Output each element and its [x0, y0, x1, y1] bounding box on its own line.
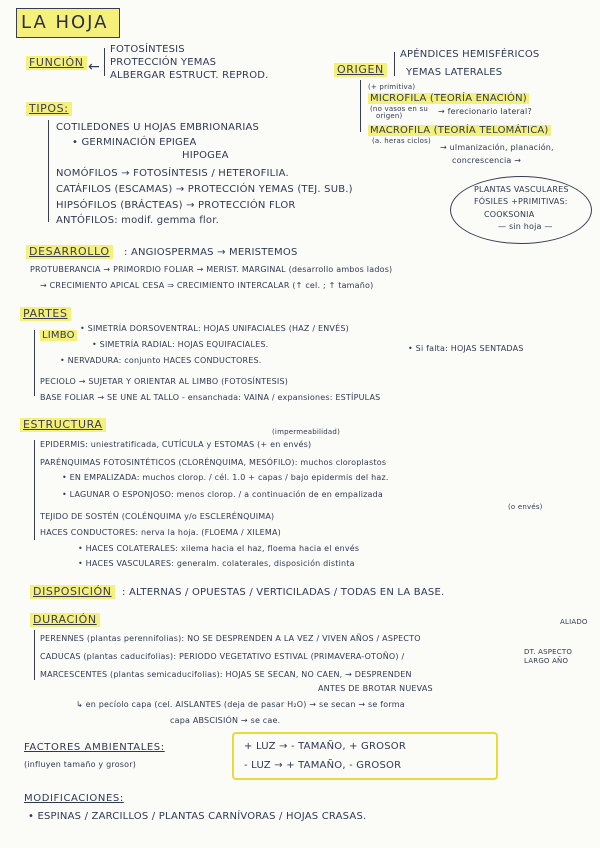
limbo [40, 330, 77, 342]
title-box [16, 8, 120, 38]
abscision: ↳ en pecíolo capa (cel. AISLANTES (deja de pasar H₂O) → se secan → se forma [76, 700, 405, 709]
arrow-icon: ← [88, 59, 100, 75]
micro-right: → ferecionario lateral? [438, 107, 532, 116]
microfila [368, 93, 529, 105]
funcion-item: PROTECCIÓN YEMAS [110, 57, 217, 68]
heading-partes: PARTES [20, 307, 71, 321]
heading-desarrollo: DESARROLLO [26, 245, 113, 259]
caducas: CADUCAS (plantas caducifolias): PERIODO VEGETATIVO ESTIVAL (PRIMAVERA-OTOÑO) / [40, 652, 405, 661]
limbo-right: • Si falta: HOJAS SENTADAS [408, 344, 524, 353]
tipos-cotiledones: COTILEDONES U HOJAS EMBRIONARIAS [56, 122, 260, 133]
funcion-item: FOTOSÍNTESIS [110, 44, 185, 55]
micro-sub: (no vasos en su [370, 105, 428, 113]
empalizada: • EN EMPALIZADA: muchos clorop. / cél. 1.0 + capas / bajo epidermis del haz. [62, 473, 389, 482]
macro-right: → ulmanización, planación, [440, 143, 554, 152]
caducas-note: DT. ASPECTO [524, 648, 573, 656]
macrofila-text: MACROFILA (TEORÍA TELOMÁTICA) [370, 125, 549, 136]
factores-line: + LUZ → - TAMAÑO, + GROSOR [244, 741, 406, 752]
brace-estructura [34, 440, 35, 540]
sosten: TEJIDO DE SOSTÉN (COLÉNQUIMA y/o ESCLERÉNQUIMA) [40, 512, 275, 521]
page-title: LA HOJA [21, 12, 109, 33]
desarrollo-rest: : ANGIOSPERMAS → MERISTEMOS [124, 247, 298, 258]
peciolo: PECIOLO → SUJETAR Y ORIENTAR AL LIMBO (FOTOSÍNTESIS) [40, 377, 289, 386]
marcescentes: MARCESCENTES (plantas semicaducifolias): HOJAS SE SECAN, NO CAEN, → DESPRENDEN [40, 670, 412, 679]
heading-duracion: DURACIÓN [30, 613, 100, 627]
limbo-line: • SIMETRÍA RADIAL: HOJAS EQUIFACIALES. [92, 340, 269, 349]
brace-partes [34, 330, 35, 396]
impermeabilidad: (impermeabilidad) [272, 428, 340, 436]
origen-item: YEMAS LATERALES [406, 67, 503, 78]
perennes: PERENNES (plantas perennifolias): NO SE DESPRENDEN A LA VEZ / VIVEN AÑOS / ASPECTO [40, 634, 421, 643]
heading-origen: ORIGEN [334, 63, 387, 77]
base-foliar: BASE FOLIAR → SE UNE AL TALLO - ensanchada: VAINA / expansiones: ESTÍPULAS [40, 393, 381, 402]
tipos-catafilos: CATÁFILOS (ESCAMAS) → PROTECCIÓN YEMAS (TEJ. SUB.) [56, 184, 353, 195]
brace-funcion [104, 48, 105, 76]
micro-note: (+ primitiva) [368, 83, 416, 91]
micro-sub: origen) [376, 112, 403, 120]
origen-item: APÉNDICES HEMISFÉRICOS [400, 49, 540, 60]
perennes-note: ALIADO [560, 618, 588, 626]
tipos-germ: HIPOGEA [182, 150, 229, 161]
parenquimas: PARÉNQUIMAS FOTOSINTÉTICOS (CLORÉNQUIMA, MESÓFILO): muchos cloroplastos [40, 458, 387, 467]
heading-disposicion: DISPOSICIÓN [30, 585, 115, 599]
limbo-line: • NERVADURA: conjunto HACES CONDUCTORES. [60, 356, 262, 365]
heading-modificaciones: MODIFICACIONES: [24, 793, 124, 804]
haces: HACES CONDUCTORES: nerva la hoja. (FLOEMA / XILEMA) [40, 528, 281, 537]
vasculares: • HACES VASCULARES: generalm. colaterales, disposición distinta [78, 559, 355, 568]
factores-box [232, 732, 498, 780]
microfila-text: MICROFILA (TEORÍA ENACIÓN) [370, 93, 527, 104]
oval-line: COOKSONIA [484, 210, 535, 219]
brace-origen [394, 52, 395, 76]
factores-line: - LUZ → + TAMAÑO, - GROSOR [244, 760, 402, 771]
limbo-text: LIMBO [42, 330, 75, 341]
heading-funcion: FUNCIÓN [26, 56, 87, 70]
brace-origen-types [360, 80, 361, 132]
heading-tipos: TIPOS: [26, 102, 72, 116]
tipos-germ: • GERMINACIÓN EPIGEA [72, 137, 197, 148]
lagunar: • LAGUNAR O ESPONJOSO: menos clorop. / a continuación de en empalizada [62, 490, 384, 499]
colaterales: • HACES COLATERALES: xilema hacia el haz, floema hacia el envés [78, 544, 360, 553]
oval-line: PLANTAS VASCULARES [474, 185, 569, 194]
macro-right: concrescencia → [452, 156, 522, 165]
abscision: capa ABSCISIÓN → se cae. [170, 716, 281, 725]
modificaciones-text: • ESPINAS / ZARCILLOS / PLANTAS CARNÍVORAS / HOJAS CRASAS. [28, 811, 367, 822]
brace-tipos [48, 120, 49, 222]
heading-factores: FACTORES AMBIENTALES: [24, 742, 165, 753]
tipos-antofilos: ANTÓFILOS: modif. gemma flor. [56, 215, 219, 226]
epidermis: EPIDERMIS: uniestratificada, CUTÍCULA y ESTOMAS (+ en envés) [40, 440, 312, 449]
macrofila [368, 125, 551, 137]
lagunar-note: (o envés) [508, 503, 543, 511]
tipos-nomofilos: NOMÓFILOS → FOTOSÍNTESIS / HETEROFILIA. [56, 168, 289, 179]
brace-duracion [34, 630, 35, 680]
funcion-item: ALBERGAR ESTRUCT. REPROD. [110, 70, 269, 81]
caducas-note: LARGO AÑO [524, 657, 569, 665]
factores-sub: (influyen tamaño y grosor) [24, 760, 137, 769]
heading-estructura: ESTRUCTURA [20, 418, 106, 432]
disposicion-text: : ALTERNAS / OPUESTAS / VERTICILADAS / TODAS EN LA BASE. [122, 587, 445, 598]
limbo-line: • SIMETRÍA DORSOVENTRAL: HOJAS UNIFACIALES (HAZ / ENVÉS) [80, 324, 349, 333]
macro-sub: (a. heras ciclos) [372, 137, 431, 145]
oval-line: FÓSILES +PRIMITIVAS: [474, 197, 568, 206]
oval-line: — sin hoja — [498, 222, 553, 231]
desarrollo-line: → CRECIMIENTO APICAL CESA ⇒ CRECIMIENTO INTERCALAR (↑ cel. ; ↑ tamaño) [40, 281, 374, 290]
marcescentes2: ANTES DE BROTAR NUEVAS [318, 684, 433, 693]
tipos-hipsofilos: HIPSÓFILOS (BRÁCTEAS) → PROTECCIÓN FLOR [56, 200, 296, 211]
desarrollo-line: PROTUBERANCIA → PRIMORDIO FOLIAR → MERIST. MARGINAL (desarrollo ambos lados) [30, 265, 393, 274]
